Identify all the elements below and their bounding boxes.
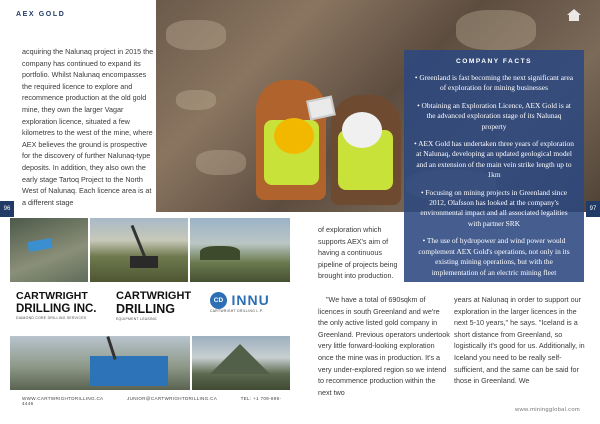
header-title: AEX GOLD [16,11,66,18]
middle-column-top: of exploration which supports AEX's aim of having a continuous pipeline of projects being brought into production. [318,225,398,281]
ad-photo-drill-rig [10,218,88,282]
page-number-left: 96 [0,201,14,217]
home-icon[interactable] [566,8,582,22]
cartwright-drilling-logo: CARTWRIGHT DRILLING EQUIPMENT LEASING [116,290,192,321]
ad-photo-landscape [190,218,290,282]
company-facts-title: COMPANY FACTS [455,58,533,65]
ad-photo-field [90,218,188,282]
page-number-right: 97 [586,201,600,217]
cartwright-drilling-ad [10,218,290,414]
fact-item: • Obtaining an Exploration Licence, AEX Gold is at the advanced exploration stage of its Nalunaq property [417,100,571,131]
right-column-text: years at Nalunaq in order to support our exploration in the larger licences in the next 5-10 years," he says. "Iceland is a short distance from Greenland, so logistically it's good for us. Additionally, in Iceland you need to be really self-sufficient, and the same can be said for those in Greenland. We [454,295,585,386]
fact-item: • Focusing on mining projects in Greenland since 2012, Olafsson has looked at the company's environmental impact and all associated legalities with partner SRK [420,187,568,228]
ad-contact-footer [22,396,290,406]
company-facts-box [404,50,584,282]
fact-item: • AEX Gold has undertaken three years of exploration at Nalunaq, developing an updated geological model and an extension of the main vein strike length up to 1km [414,139,574,180]
left-column-text: acquiring the Nalunaq project in 2015 the company has continued to expand its portfolio. Whilst Nalunaq encompasses the required licence to explore and recommence production at the old gold mine, they own the larger Vagar exploration licence, situated a few kilometres to the west of the mine, where AEX believes the ground is prospective for the discovery of further Nalunaq-type deposits. In addition, they also own the early stage Tartoq Project to the North West of Nalunaq. Each licence area is at a different stage [22,47,154,207]
middle-column-bottom: "We have a total of 690sqkm of licences in south Greenland and we're the only active listed gold company in Greenland. Previous operators undertook very little forward-looking exploration once the mine was in production. It's a very under-explored region so we intend to recommence production within the next two [318,295,450,397]
ad-photo-mountains [192,336,290,390]
ad-photo-container [10,336,190,390]
ad-email-link[interactable]: JUNIOR@CARTWRIGHTDRILLING.CA [127,396,218,401]
ad-website-link[interactable]: WWW.CARTWRIGHTDRILLING.CA [22,396,104,401]
innu-cartwright-logo: CD INNU CARTWRIGHT DRILLING L.P. [210,292,270,313]
footer-url[interactable]: www.miningglobal.com [515,407,580,413]
cartwright-drilling-inc-logo: CARTWRIGHT DRILLING INC. DIAMOND CORE DRILLING SERVICES [16,290,97,320]
fact-item: • Greenland is fast becoming the next significant area of exploration for mining businesses [414,73,574,93]
ad-phone: TEL: +1 709-896-4446 [22,396,282,406]
fact-item: • The use of hydropower and wind power would complement AEX Gold's operations, not only in its existing mining operations, but with the implementation of an electric mining fleet [418,236,570,277]
